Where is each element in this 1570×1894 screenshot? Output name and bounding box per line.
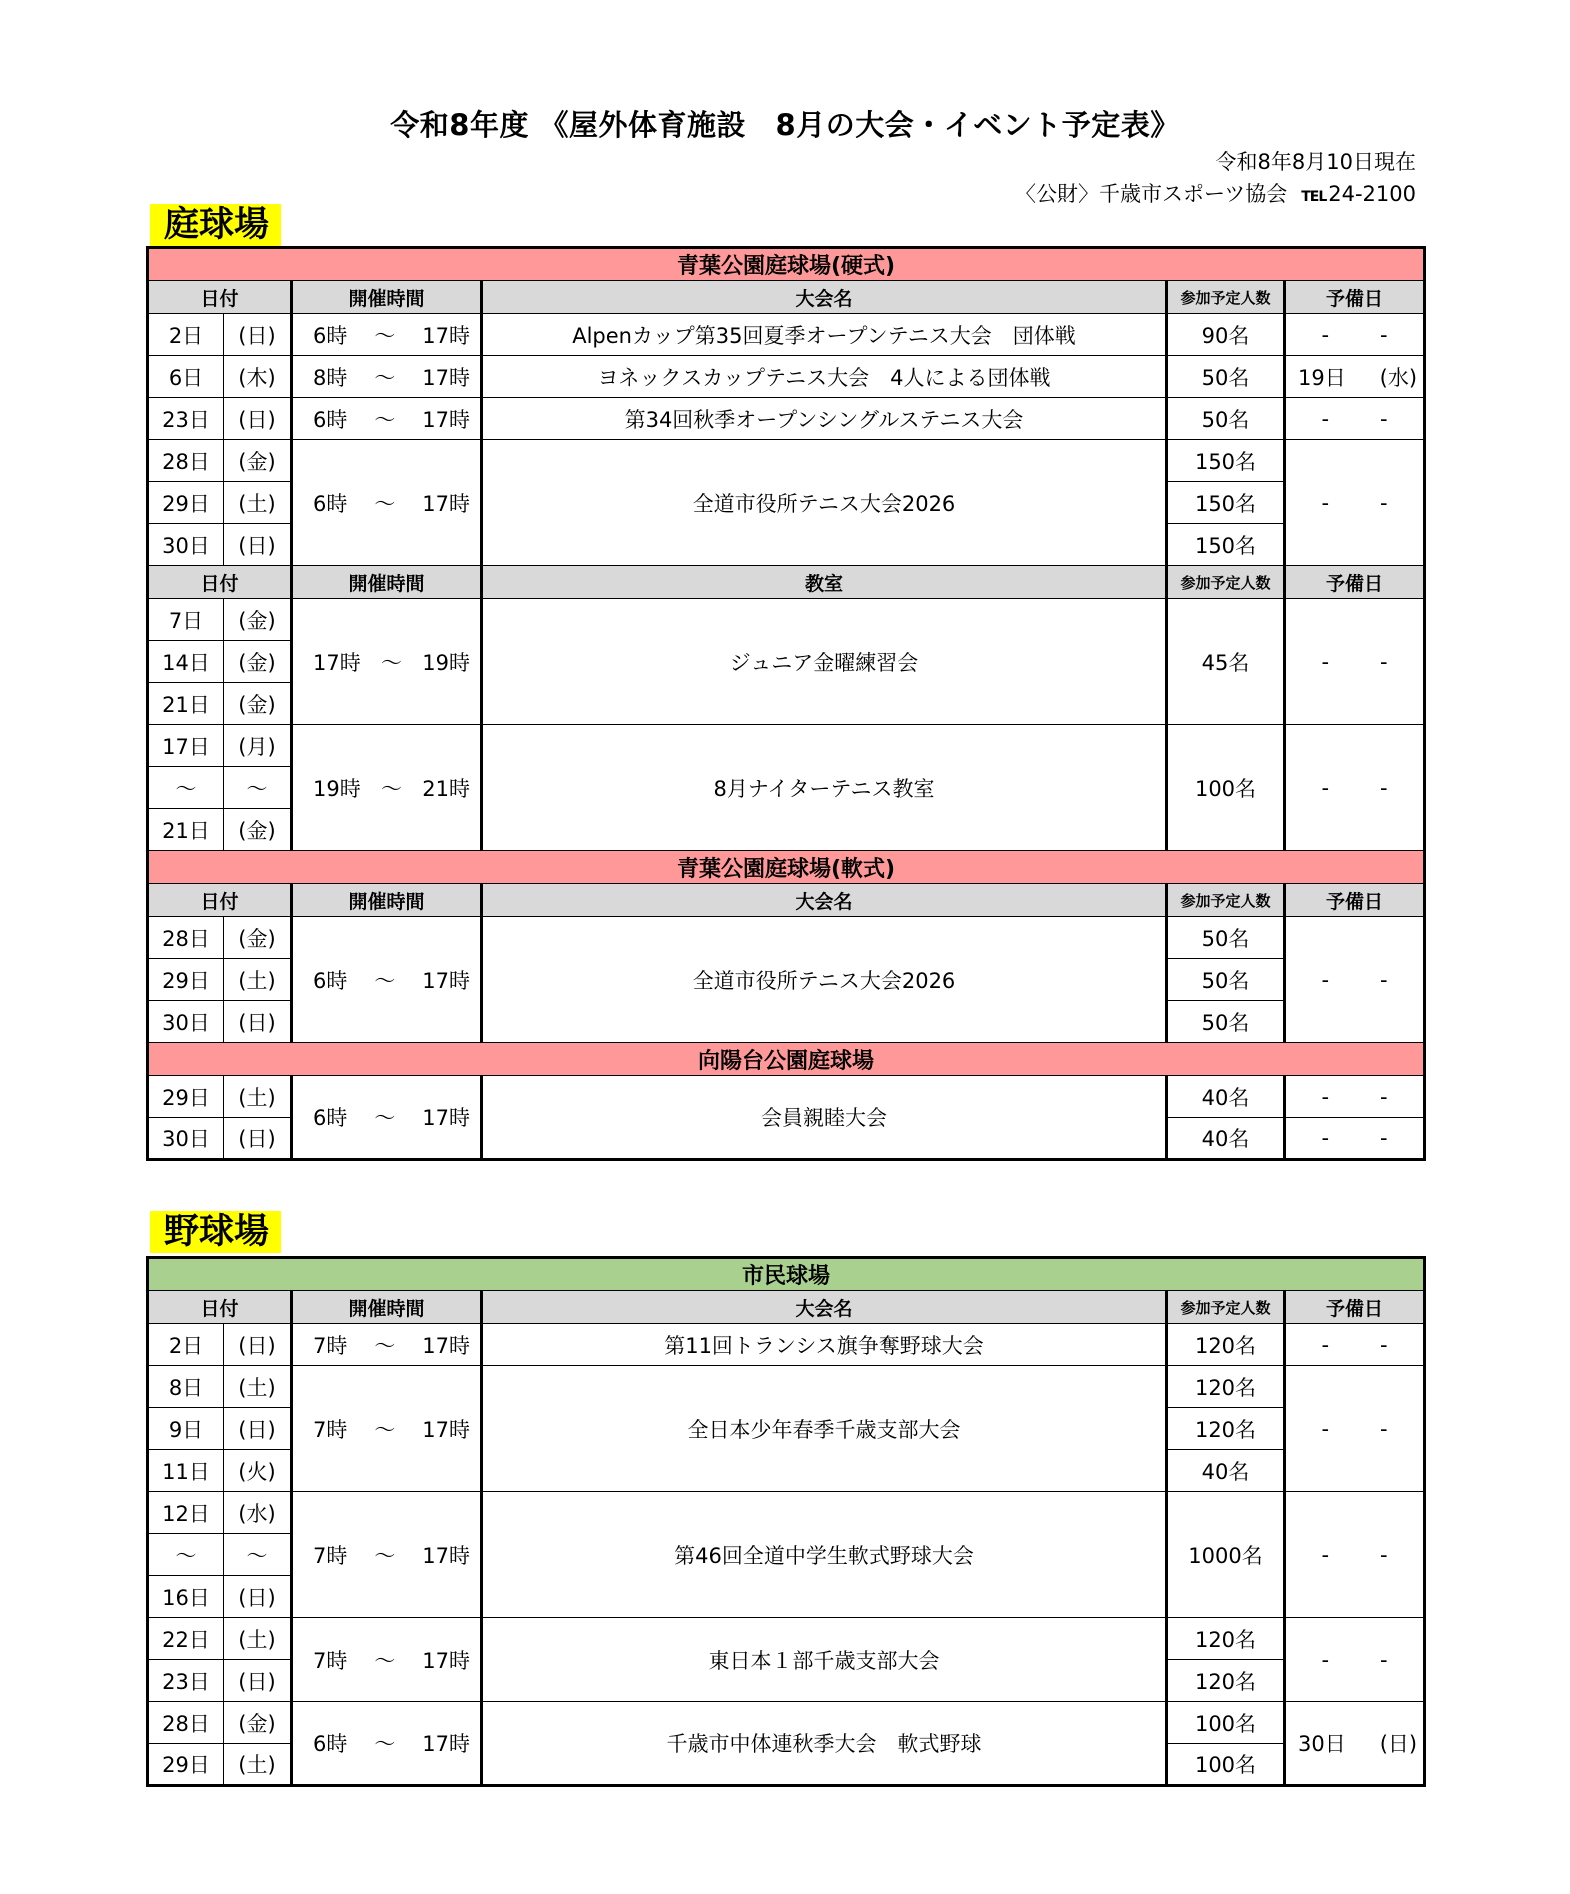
header-participants: 参加予定人数	[1167, 566, 1285, 599]
date-weekday: (金)	[224, 809, 292, 851]
table-row	[148, 1324, 1425, 1366]
date-day: 9日	[148, 1408, 224, 1450]
date-day: ～	[148, 1534, 224, 1576]
participant-count: 45名	[1167, 599, 1285, 725]
date-day: 8日	[148, 1366, 224, 1408]
reserve-day: - -	[1285, 725, 1425, 851]
date-weekday: ～	[224, 767, 292, 809]
header-reserve: 予備日	[1285, 281, 1425, 314]
event-name: 会員親睦大会	[482, 1076, 1167, 1160]
table-row	[148, 356, 1425, 398]
participant-count: 40名	[1167, 1076, 1285, 1118]
table-row	[148, 398, 1425, 440]
venue-name: 向陽台公園庭球場	[148, 1043, 1425, 1076]
header-event: 大会名	[482, 884, 1167, 917]
date-day: 7日	[148, 599, 224, 641]
header-date: 日付	[148, 281, 292, 314]
reserve-day: - -	[1285, 1492, 1425, 1618]
event-name: 全道市役所テニス大会2026	[482, 917, 1167, 1043]
date-day: 23日	[148, 398, 224, 440]
date-weekday: (金)	[224, 440, 292, 482]
participant-count: 1000名	[1167, 1492, 1285, 1618]
time-range: 7時 ～ 17時	[292, 1366, 482, 1492]
date-day: 11日	[148, 1450, 224, 1492]
time-range: 7時 ～ 17時	[292, 1492, 482, 1618]
date-weekday: (土)	[224, 959, 292, 1001]
date-day: 28日	[148, 1702, 224, 1744]
date-day: 29日	[148, 1744, 224, 1786]
table-row	[148, 1492, 1425, 1534]
reserve-day: - -	[1285, 398, 1425, 440]
header-class: 教室	[482, 566, 1167, 599]
header-time: 開催時間	[292, 1291, 482, 1324]
date-day: 30日	[148, 524, 224, 566]
table-row	[148, 1366, 1425, 1408]
time-range: 17時 ～ 19時	[292, 599, 482, 725]
date-weekday: (月)	[224, 725, 292, 767]
participant-count: 50名	[1167, 1001, 1285, 1043]
date-day: 23日	[148, 1660, 224, 1702]
date-weekday: (日)	[224, 1001, 292, 1043]
time-range: 8時 ～ 17時	[292, 356, 482, 398]
participant-count: 120名	[1167, 1618, 1285, 1660]
time-range: 6時 ～ 17時	[292, 440, 482, 566]
header-date: 日付	[148, 1291, 292, 1324]
date-weekday: ～	[224, 1534, 292, 1576]
date-day: 14日	[148, 641, 224, 683]
header-event: 大会名	[482, 281, 1167, 314]
participant-count: 120名	[1167, 1324, 1285, 1366]
table-row	[148, 1076, 1425, 1118]
participant-count: 50名	[1167, 917, 1285, 959]
header-participants: 参加予定人数	[1167, 281, 1285, 314]
date-weekday: (日)	[224, 1324, 292, 1366]
table-row	[148, 440, 1425, 482]
reserve-day: - -	[1285, 314, 1425, 356]
event-name: ヨネックスカップテニス大会 4人による団体戦	[482, 356, 1167, 398]
date-day: 16日	[148, 1576, 224, 1618]
time-range: 7時 ～ 17時	[292, 1324, 482, 1366]
date-weekday: (日)	[224, 1408, 292, 1450]
header-time: 開催時間	[292, 566, 482, 599]
participant-count: 100名	[1167, 1702, 1285, 1744]
table-row	[148, 599, 1425, 641]
date-weekday: (金)	[224, 683, 292, 725]
date-day: ～	[148, 767, 224, 809]
date-day: 30日	[148, 1001, 224, 1043]
event-name: 第34回秋季オープンシングルステニス大会	[482, 398, 1167, 440]
tel-number: 24-2100	[1328, 182, 1416, 206]
event-name: Alpenカップ第35回夏季オープンテニス大会 団体戦	[482, 314, 1167, 356]
date-weekday: (日)	[224, 314, 292, 356]
date-weekday: (土)	[224, 1076, 292, 1118]
header-time: 開催時間	[292, 281, 482, 314]
date-weekday: (金)	[224, 1702, 292, 1744]
participant-count: 120名	[1167, 1366, 1285, 1408]
reserve-day: - -	[1285, 1618, 1425, 1702]
organization-contact	[1015, 178, 1416, 208]
date-day: 22日	[148, 1618, 224, 1660]
header-row	[148, 281, 1425, 314]
header-participants: 参加予定人数	[1167, 1291, 1285, 1324]
participant-count: 50名	[1167, 398, 1285, 440]
header-date: 日付	[148, 566, 292, 599]
date-day: 12日	[148, 1492, 224, 1534]
table-row	[148, 314, 1425, 356]
time-range: 6時 ～ 17時	[292, 314, 482, 356]
date-weekday: (日)	[224, 398, 292, 440]
time-range: 6時 ～ 17時	[292, 398, 482, 440]
venue-name: 青葉公園庭球場(軟式)	[148, 851, 1425, 884]
date-weekday: (金)	[224, 641, 292, 683]
section-label-baseball: 野球場	[150, 1211, 281, 1253]
header-participants: 参加予定人数	[1167, 884, 1285, 917]
table-row	[148, 1618, 1425, 1660]
date-weekday: (木)	[224, 356, 292, 398]
date-day: 29日	[148, 959, 224, 1001]
participant-count: 50名	[1167, 959, 1285, 1001]
baseball-schedule-table	[146, 1256, 1426, 1787]
participant-count: 150名	[1167, 524, 1285, 566]
reserve-day: 19日 (水)	[1285, 356, 1425, 398]
reserve-day: - -	[1285, 440, 1425, 566]
participant-count: 150名	[1167, 440, 1285, 482]
header-time: 開催時間	[292, 884, 482, 917]
date-day: 21日	[148, 809, 224, 851]
event-name: 全日本少年春季千歳支部大会	[482, 1366, 1167, 1492]
date-day: 21日	[148, 683, 224, 725]
reserve-day: - -	[1285, 599, 1425, 725]
header-date: 日付	[148, 884, 292, 917]
date-day: 28日	[148, 917, 224, 959]
header-reserve: 予備日	[1285, 1291, 1425, 1324]
date-weekday: (土)	[224, 1366, 292, 1408]
reserve-day: 30日 (日)	[1285, 1702, 1425, 1786]
event-name: 全道市役所テニス大会2026	[482, 440, 1167, 566]
page-title: 令和8年度 《屋外体育施設 8月の大会・イベント予定表》	[390, 108, 1180, 142]
participant-count: 40名	[1167, 1450, 1285, 1492]
date-day: 30日	[148, 1118, 224, 1160]
event-name: 第11回トランシス旗争奪野球大会	[482, 1324, 1167, 1366]
date-weekday: (日)	[224, 1576, 292, 1618]
date-day: 29日	[148, 1076, 224, 1118]
venue-row	[148, 851, 1425, 884]
venue-name: 市民球場	[148, 1258, 1425, 1291]
header-reserve: 予備日	[1285, 884, 1425, 917]
header-row	[148, 566, 1425, 599]
reserve-day: - -	[1285, 1366, 1425, 1492]
participant-count: 90名	[1167, 314, 1285, 356]
organization-name: 〈公財〉千歳市スポーツ協会	[1015, 182, 1288, 206]
event-name: 千歳市中体連秋季大会 軟式野球	[482, 1702, 1167, 1786]
participant-count: 100名	[1167, 1744, 1285, 1786]
date-weekday: (水)	[224, 1492, 292, 1534]
event-name: 東日本１部千歳支部大会	[482, 1618, 1167, 1702]
date-weekday: (日)	[224, 1118, 292, 1160]
participant-count: 40名	[1167, 1118, 1285, 1160]
date-day: 6日	[148, 356, 224, 398]
date-weekday: (火)	[224, 1450, 292, 1492]
participant-count: 150名	[1167, 482, 1285, 524]
time-range: 6時 ～ 17時	[292, 1702, 482, 1786]
participant-count: 50名	[1167, 356, 1285, 398]
class-name: 8月ナイターテニス教室	[482, 725, 1167, 851]
reserve-day: - -	[1285, 1324, 1425, 1366]
venue-name: 青葉公園庭球場(硬式)	[148, 248, 1425, 281]
class-name: ジュニア金曜練習会	[482, 599, 1167, 725]
date-day: 2日	[148, 1324, 224, 1366]
section-label-tennis: 庭球場	[150, 204, 281, 246]
date-day: 28日	[148, 440, 224, 482]
date-day: 2日	[148, 314, 224, 356]
tel-label: TEL	[1301, 189, 1327, 205]
participant-count: 120名	[1167, 1660, 1285, 1702]
date-weekday: (土)	[224, 1744, 292, 1786]
participant-count: 120名	[1167, 1408, 1285, 1450]
venue-row	[148, 248, 1425, 281]
table-row	[148, 1702, 1425, 1744]
date-weekday: (金)	[224, 599, 292, 641]
event-name: 第46回全道中学生軟式野球大会	[482, 1492, 1167, 1618]
as-of-date: 令和8年8月10日現在	[1215, 150, 1416, 174]
tennis-schedule-table	[146, 246, 1426, 1161]
header-reserve: 予備日	[1285, 566, 1425, 599]
date-weekday: (日)	[224, 1660, 292, 1702]
header-row	[148, 884, 1425, 917]
venue-row	[148, 1258, 1425, 1291]
date-day: 29日	[148, 482, 224, 524]
time-range: 19時 ～ 21時	[292, 725, 482, 851]
date-weekday: (土)	[224, 1618, 292, 1660]
time-range: 6時 ～ 17時	[292, 917, 482, 1043]
header-event: 大会名	[482, 1291, 1167, 1324]
reserve-day: - -	[1285, 1076, 1425, 1118]
header-row	[148, 1291, 1425, 1324]
reserve-day: - -	[1285, 917, 1425, 1043]
date-weekday: (日)	[224, 524, 292, 566]
table-row	[148, 917, 1425, 959]
date-day: 17日	[148, 725, 224, 767]
date-weekday: (金)	[224, 917, 292, 959]
participant-count: 100名	[1167, 725, 1285, 851]
time-range: 6時 ～ 17時	[292, 1076, 482, 1160]
venue-row	[148, 1043, 1425, 1076]
time-range: 7時 ～ 17時	[292, 1618, 482, 1702]
date-weekday: (土)	[224, 482, 292, 524]
table-row	[148, 725, 1425, 767]
reserve-day: - -	[1285, 1118, 1425, 1160]
